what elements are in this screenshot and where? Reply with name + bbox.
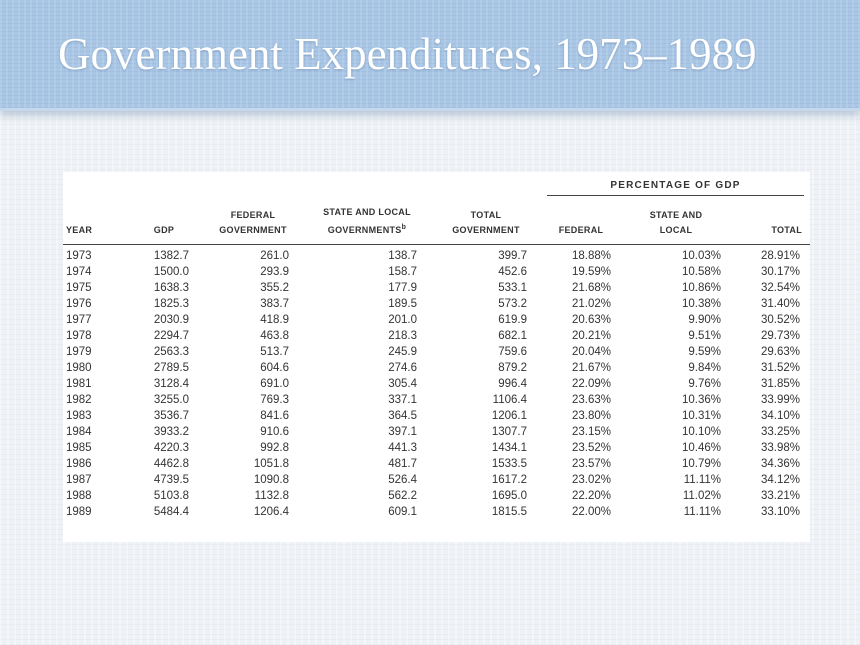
column-header-row bbox=[63, 198, 810, 245]
total-govt-cell: 682.1 bbox=[498, 330, 527, 342]
col-header-year: YEAR bbox=[63, 198, 125, 245]
pct-total-cell: 34.12% bbox=[761, 474, 801, 486]
state-local-govt-cell: 218.3 bbox=[388, 330, 417, 342]
pct-federal-cell: 23.02% bbox=[571, 474, 611, 486]
pct-state-local-cell: 10.58% bbox=[681, 266, 721, 278]
year-cell: 1988 bbox=[66, 490, 92, 502]
federal-govt-cell: 1132.8 bbox=[254, 490, 289, 502]
table-row bbox=[63, 312, 810, 328]
pct-federal-cell: 19.59% bbox=[571, 266, 611, 278]
pct-federal-cell: 20.04% bbox=[571, 346, 611, 358]
expenditure-table bbox=[63, 172, 810, 520]
pct-state-local-cell: 10.46% bbox=[681, 442, 721, 454]
pct-federal-cell: 20.63% bbox=[571, 314, 611, 326]
gdp-cell: 4462.8 bbox=[153, 458, 189, 470]
table-body bbox=[63, 245, 810, 521]
table-row bbox=[63, 440, 810, 456]
federal-govt-cell: 293.9 bbox=[260, 266, 289, 278]
footnote-marker: b bbox=[401, 224, 407, 231]
pct-federal-cell: 21.02% bbox=[571, 298, 611, 310]
year-cell: 1977 bbox=[66, 314, 92, 326]
pct-total-cell: 31.40% bbox=[761, 298, 801, 310]
gdp-cell: 3128.4 bbox=[153, 378, 189, 390]
pct-total-cell: 34.10% bbox=[761, 410, 801, 422]
gdp-cell: 3255.0 bbox=[153, 394, 189, 406]
state-local-govt-cell: 245.9 bbox=[388, 346, 417, 358]
state-local-govt-cell: 364.5 bbox=[388, 410, 417, 422]
gdp-cell: 1825.3 bbox=[153, 298, 189, 310]
year-cell: 1978 bbox=[66, 330, 92, 342]
pct-federal-cell: 22.20% bbox=[571, 490, 611, 502]
table-row bbox=[63, 488, 810, 504]
pct-federal-cell: 22.09% bbox=[571, 378, 611, 390]
year-cell: 1984 bbox=[66, 426, 92, 438]
year-cell: 1981 bbox=[66, 378, 92, 390]
gdp-cell: 2030.9 bbox=[153, 314, 189, 326]
total-govt-cell: 533.1 bbox=[498, 282, 527, 294]
gdp-cell: 2563.3 bbox=[153, 346, 189, 358]
total-govt-cell: 1307.7 bbox=[491, 426, 527, 438]
table-row bbox=[63, 264, 810, 280]
pct-total-cell: 33.25% bbox=[761, 426, 801, 438]
federal-govt-cell: 1051.8 bbox=[253, 458, 289, 470]
col-header-federal-government: FEDERAL GOVERNMENT bbox=[203, 198, 303, 245]
col-header-gdp: GDP bbox=[125, 198, 203, 245]
pct-state-local-cell: 11.11% bbox=[683, 474, 721, 486]
state-local-govt-cell: 609.1 bbox=[388, 506, 417, 518]
pct-state-local-cell: 9.51% bbox=[688, 330, 721, 342]
table-row bbox=[63, 408, 810, 424]
table-row bbox=[63, 344, 810, 360]
federal-govt-cell: 1090.8 bbox=[253, 474, 289, 486]
state-local-govt-cell: 189.5 bbox=[388, 298, 417, 310]
federal-govt-cell: 418.9 bbox=[260, 314, 289, 326]
table-row bbox=[63, 472, 810, 488]
state-local-govt-cell: 337.1 bbox=[388, 394, 417, 406]
total-govt-cell: 1434.1 bbox=[491, 442, 527, 454]
pct-total-cell: 33.21% bbox=[761, 490, 801, 502]
year-cell: 1979 bbox=[66, 346, 92, 358]
pct-state-local-cell: 10.38% bbox=[681, 298, 721, 310]
gdp-cell: 3536.7 bbox=[153, 410, 189, 422]
col-header-total-government: TOTAL GOVERNMENT bbox=[431, 198, 541, 245]
federal-govt-cell: 841.6 bbox=[260, 410, 289, 422]
total-govt-cell: 1533.5 bbox=[491, 458, 527, 470]
pct-state-local-cell: 10.79% bbox=[681, 458, 721, 470]
gdp-cell: 4739.5 bbox=[153, 474, 189, 486]
percentage-of-gdp-header: PERCENTAGE OF GDP bbox=[541, 172, 810, 198]
total-govt-cell: 1617.2 bbox=[491, 474, 527, 486]
year-cell: 1973 bbox=[66, 250, 92, 262]
total-govt-cell: 1206.1 bbox=[491, 410, 527, 422]
state-local-govt-cell: 305.4 bbox=[388, 378, 417, 390]
gdp-cell: 5484.4 bbox=[153, 506, 189, 518]
gdp-cell: 4220.3 bbox=[153, 442, 189, 454]
pct-total-cell: 32.54% bbox=[761, 282, 801, 294]
pct-total-cell: 34.36% bbox=[761, 458, 801, 470]
pct-federal-cell: 23.80% bbox=[571, 410, 611, 422]
table-row bbox=[63, 328, 810, 344]
col-header-pct-total: TOTAL bbox=[731, 198, 810, 245]
pct-total-cell: 31.85% bbox=[761, 378, 801, 390]
pct-federal-cell: 20.21% bbox=[571, 330, 611, 342]
col-header-state-local-governments: STATE AND LOCAL GOVERNMENTS$^b$ bbox=[303, 198, 431, 245]
total-govt-cell: 1106.4 bbox=[492, 394, 527, 406]
pct-total-cell: 33.99% bbox=[761, 394, 801, 406]
gdp-cell: 3933.2 bbox=[153, 426, 189, 438]
total-govt-cell: 1815.5 bbox=[491, 506, 527, 518]
state-local-govt-cell: 274.6 bbox=[388, 362, 417, 374]
table-row bbox=[63, 376, 810, 392]
total-govt-cell: 1695.0 bbox=[491, 490, 527, 502]
gdp-cell: 1638.3 bbox=[153, 282, 189, 294]
col-header-pct-state-local: STATE AND LOCAL bbox=[621, 198, 731, 245]
year-cell: 1980 bbox=[66, 362, 92, 374]
pct-state-local-cell: 9.76% bbox=[688, 378, 721, 390]
pct-federal-cell: 23.15% bbox=[571, 426, 611, 438]
state-local-govt-cell: 562.2 bbox=[388, 490, 417, 502]
pct-state-local-cell: 11.11% bbox=[683, 506, 721, 518]
pct-state-local-cell: 10.86% bbox=[681, 282, 721, 294]
year-cell: 1987 bbox=[66, 474, 92, 486]
pct-state-local-cell: 9.90% bbox=[688, 314, 721, 326]
table-row bbox=[63, 392, 810, 408]
gdp-cell: 2294.7 bbox=[153, 330, 189, 342]
pct-state-local-cell: 9.84% bbox=[688, 362, 721, 374]
total-govt-cell: 619.9 bbox=[498, 314, 527, 326]
total-govt-cell: 399.7 bbox=[498, 250, 527, 262]
year-cell: 1975 bbox=[66, 282, 92, 294]
federal-govt-cell: 769.3 bbox=[260, 394, 289, 406]
pct-total-cell: 29.73% bbox=[761, 330, 801, 342]
pct-total-cell: 30.17% bbox=[761, 266, 801, 278]
expenditure-table-image bbox=[63, 172, 810, 542]
federal-govt-cell: 691.0 bbox=[260, 378, 289, 390]
state-local-govt-cell: 397.1 bbox=[388, 426, 417, 438]
table-row bbox=[63, 360, 810, 376]
pct-total-cell: 29.63% bbox=[761, 346, 801, 358]
year-cell: 1982 bbox=[66, 394, 92, 406]
year-cell: 1976 bbox=[66, 298, 92, 310]
total-govt-cell: 452.6 bbox=[498, 266, 527, 278]
federal-govt-cell: 910.6 bbox=[260, 426, 289, 438]
col-header-pct-federal: FEDERAL bbox=[541, 198, 621, 245]
federal-govt-cell: 383.7 bbox=[260, 298, 289, 310]
table-row bbox=[63, 504, 810, 520]
pct-state-local-cell: 10.03% bbox=[681, 250, 721, 262]
federal-govt-cell: 604.6 bbox=[260, 362, 289, 374]
total-govt-cell: 573.2 bbox=[498, 298, 527, 310]
year-cell: 1989 bbox=[66, 506, 92, 518]
pct-federal-cell: 23.63% bbox=[571, 394, 611, 406]
pct-state-local-cell: 9.59% bbox=[688, 346, 721, 358]
total-govt-cell: 879.2 bbox=[498, 362, 527, 374]
state-local-govt-cell: 138.7 bbox=[388, 250, 417, 262]
state-local-govt-cell: 201.0 bbox=[388, 314, 417, 326]
pct-total-cell: 33.10% bbox=[761, 506, 801, 518]
table-row bbox=[63, 280, 810, 296]
pct-federal-cell: 21.68% bbox=[571, 282, 611, 294]
gdp-cell: 2789.5 bbox=[153, 362, 189, 374]
pct-federal-cell: 22.00% bbox=[571, 506, 611, 518]
year-cell: 1986 bbox=[66, 458, 92, 470]
federal-govt-cell: 513.7 bbox=[260, 346, 289, 358]
total-govt-cell: 759.6 bbox=[498, 346, 527, 358]
state-local-govt-cell: 158.7 bbox=[388, 266, 417, 278]
pct-total-cell: 30.52% bbox=[761, 314, 801, 326]
year-cell: 1985 bbox=[66, 442, 92, 454]
federal-govt-cell: 261.0 bbox=[260, 250, 289, 262]
federal-govt-cell: 992.8 bbox=[260, 442, 289, 454]
pct-total-cell: 33.98% bbox=[761, 442, 801, 454]
pct-federal-cell: 21.67% bbox=[571, 362, 611, 374]
state-local-govt-cell: 526.4 bbox=[388, 474, 417, 486]
year-cell: 1983 bbox=[66, 410, 92, 422]
pct-state-local-cell: 10.36% bbox=[681, 394, 721, 406]
gdp-cell: 5103.8 bbox=[153, 490, 189, 502]
gdp-cell: 1382.7 bbox=[153, 250, 189, 262]
state-local-govt-cell: 441.3 bbox=[388, 442, 417, 454]
pct-total-cell: 31.52% bbox=[761, 362, 801, 374]
pct-state-local-cell: 10.10% bbox=[681, 426, 721, 438]
slide-title: Government Expenditures, 1973–1989 bbox=[58, 29, 757, 79]
federal-govt-cell: 1206.4 bbox=[253, 506, 289, 518]
state-local-govt-cell: 481.7 bbox=[388, 458, 417, 470]
federal-govt-cell: 463.8 bbox=[260, 330, 289, 342]
table-row bbox=[63, 456, 810, 472]
table-row bbox=[63, 424, 810, 440]
gdp-cell: 1500.0 bbox=[153, 266, 189, 278]
pct-federal-cell: 23.57% bbox=[571, 458, 611, 470]
pct-federal-cell: 23.52% bbox=[571, 442, 611, 454]
pct-state-local-cell: 11.02% bbox=[682, 490, 721, 502]
pct-total-cell: 28.91% bbox=[761, 250, 801, 262]
total-govt-cell: 996.4 bbox=[498, 378, 527, 390]
year-cell: 1974 bbox=[66, 266, 92, 278]
super-header-row bbox=[63, 172, 810, 198]
pct-federal-cell: 18.88% bbox=[571, 250, 611, 262]
federal-govt-cell: 355.2 bbox=[260, 282, 289, 294]
slide-header-band bbox=[0, 0, 860, 111]
state-local-govt-cell: 177.9 bbox=[388, 282, 417, 294]
pct-state-local-cell: 10.31% bbox=[681, 410, 721, 422]
table-row bbox=[63, 245, 810, 265]
table-row bbox=[63, 296, 810, 312]
